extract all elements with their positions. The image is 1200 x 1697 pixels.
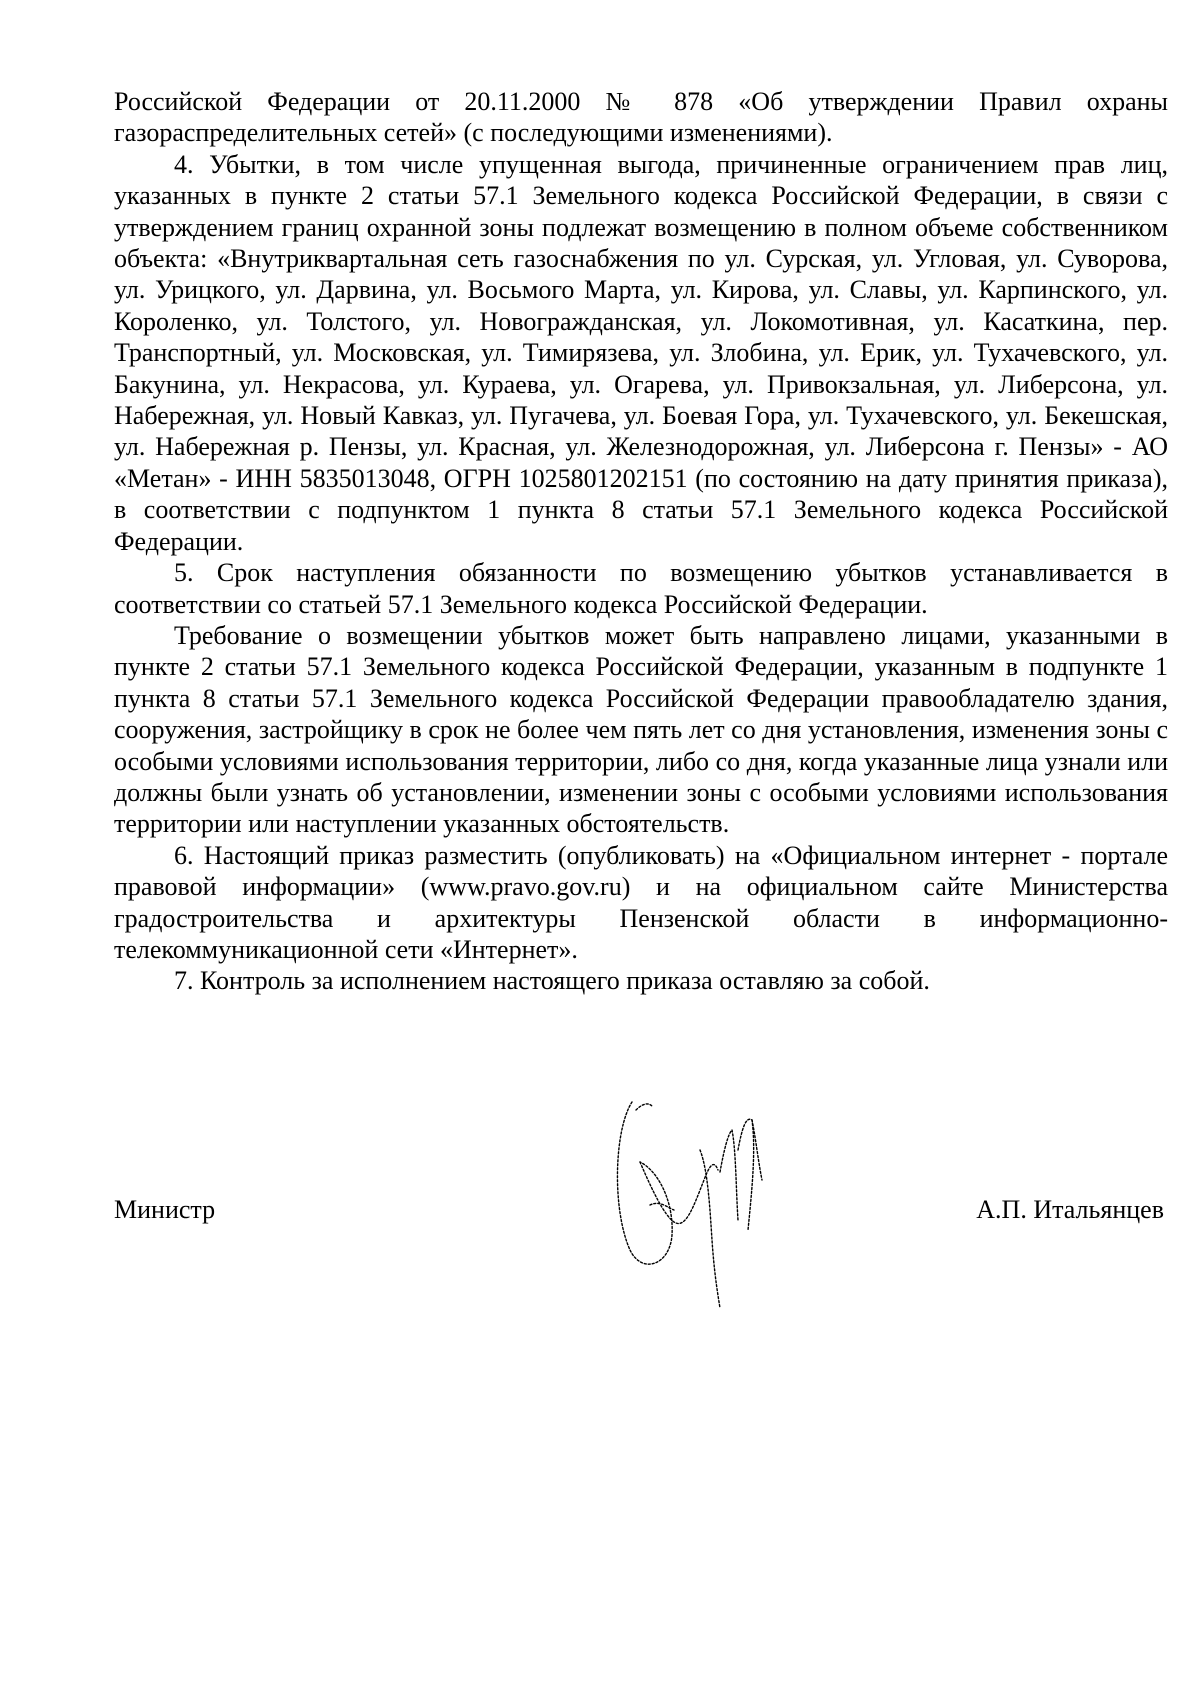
paragraph-item-4: 4. Убытки, в том числе упущенная выгода, причиненные ограничением прав лиц, указанных в пункте 2 статьи 57.1 Земельного кодекса Российской Федерации, в связи с утверждением границ охранной зоны подлежат возмещению в полном объеме собственником объекта: «Внутриквартальная сеть газоснабжения по ул. Сурская, ул. Угловая, ул. Суворова, ул. Урицкого, ул. Дарвина, ул. Восьмого Марта, ул. Кирова, ул. Славы, ул. Карпинского, ул. Короленко, ул. Толстого, ул. Новогражданская, ул. Локомотивная, ул. Касаткина, пер. Транспортный, ул. Московская, ул. Тимирязева, ул. Злобина, ул. Ерик, ул. Тухачевского, ул. Бакунина, ул. Некрасова, ул. Кураева, ул. Огарева, ул. Привокзальная, ул. Либерсона, ул. Набережная, ул. Новый Кавказ, ул. Пугачева, ул. Боевая Гора, ул. Тухачевского, ул. Бекешская, ул. Набережная р. Пензы, ул. Красная, ул. Железнодорожная, ул. Либерсона г. Пензы» - АО «Метан» - ИНН 5835013048, ОГРН 1025801202151 (по состоянию на дату принятия приказа), в соответствии с подпунктом 1 пункта 8 статьи 57.1 Земельного кодекса Российской Федерации. — [114, 149, 1168, 556]
signer-name: А.П. Итальянцев — [976, 1195, 1164, 1224]
document-body — [114, 86, 1168, 997]
signature-stroke-hook — [636, 1104, 652, 1110]
paragraph-claim-requirement: Требование о возмещении убытков может быть направлено лицами, указанными в пункте 2 статьи 57.1 Земельного кодекса Российской Федерации, указанным в подпункте 1 пункта 8 статьи 57.1 Земельного кодекса Российской Федерации правообладателю здания, сооружения, застройщику в срок не более чем пять лет со дня установления, изменения зоны с особыми условиями использования территории, либо со дня, когда указанные лица узнали или должны были узнать об установлении, изменении зоны с особыми условиями использования территории или наступлении указанных обстоятельств. — [114, 620, 1168, 839]
handwritten-signature — [612, 1090, 782, 1320]
signer-position: Министр — [114, 1195, 216, 1224]
signature-stroke-mid — [700, 1150, 720, 1308]
signature-stroke-tall-2 — [738, 1119, 754, 1230]
signature-stroke-loop — [617, 1102, 672, 1264]
paragraph-item-7: 7. Контроль за исполнением настоящего приказа оставляю за собой. — [174, 966, 930, 996]
paragraph-item-5: 5. Срок наступления обязанности по возмещению убытков устанавливается в соответствии со статьей 57.1 Земельного кодекса Российской Федерации. — [114, 558, 1168, 619]
paragraph-item-6: 6. Настоящий приказ разместить (опубликовать) на «Официальном интернет - портале правовой информации» (www.pravo.gov.ru) и на официальном сайте Министерства градостроительства и архитектуры Пензенской области в информационно-телекоммуникационной сети «Интернет». — [114, 840, 1168, 964]
signature-stroke-tall-1 — [720, 1130, 738, 1220]
paragraph-continuation: Российской Федерации от 20.11.2000 № 878 «Об утверждении Правил охраны газораспределительных сетей» (с последующими изменениями). — [114, 87, 1168, 148]
